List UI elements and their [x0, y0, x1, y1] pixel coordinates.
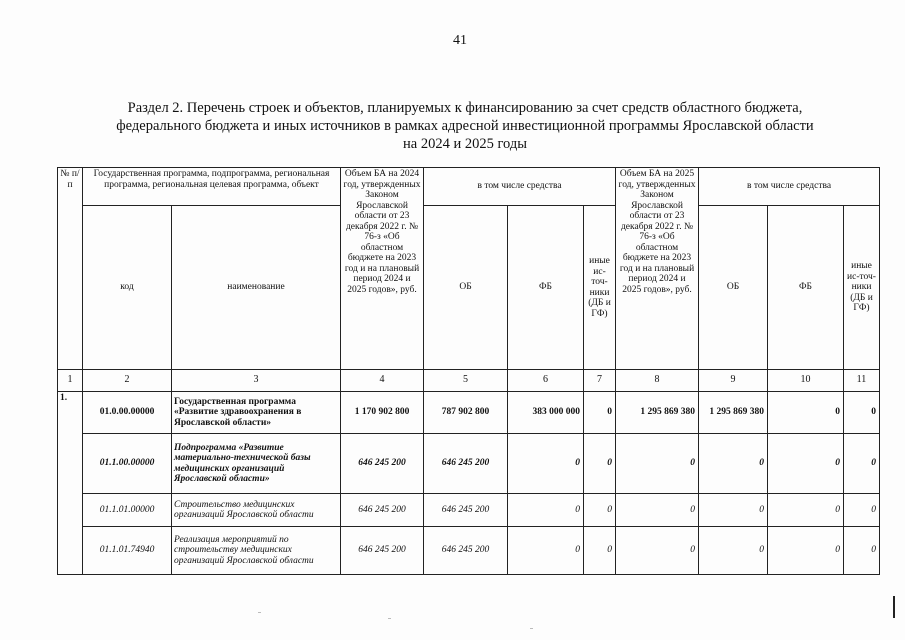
row-other-2025: 0 — [844, 434, 880, 494]
table-row — [58, 392, 880, 434]
row-volume-2024: 646 245 200 — [341, 494, 424, 527]
row-ob-2024: 646 245 200 — [424, 527, 508, 575]
header-volume-2025: Объем БА на 2025 год, утвержденных Законом Ярославской области от 23 декабря 2022 г. № 76-з «Об областном бюджете на 2023 год и на плановый период 2024 и 2025 годов», руб. — [616, 168, 699, 370]
row-fb-2024: 0 — [508, 494, 584, 527]
row-number: 1. — [58, 392, 83, 575]
page-number: 41 — [453, 33, 467, 48]
column-number: 8 — [616, 370, 699, 392]
row-volume-2025: 0 — [616, 494, 699, 527]
column-number: 10 — [768, 370, 844, 392]
row-volume-2024: 646 245 200 — [341, 434, 424, 494]
row-fb-2025: 0 — [768, 527, 844, 575]
row-other-2024: 0 — [584, 434, 616, 494]
row-ob-2025: 0 — [699, 527, 768, 575]
row-fb-2024: 383 000 000 — [508, 392, 584, 434]
title-line: Раздел 2. Перечень строек и объектов, планируемых к финансированию за счет средств областного бюджета, — [127, 100, 803, 116]
row-other-2024: 0 — [584, 392, 616, 434]
row-ob-2025: 0 — [699, 494, 768, 527]
row-ob-2024: 646 245 200 — [424, 494, 508, 527]
scan-edge-mark — [893, 596, 895, 618]
row-volume-2024: 646 245 200 — [341, 527, 424, 575]
table-row — [58, 527, 880, 575]
row-other-2025: 0 — [844, 392, 880, 434]
column-number: 9 — [699, 370, 768, 392]
row-fb-2024: 0 — [508, 527, 584, 575]
row-volume-2024: 1 170 902 800 — [341, 392, 424, 434]
header-incl-2025: в том числе средства — [699, 168, 880, 206]
header-ob-2025: ОБ — [699, 206, 768, 370]
header-program: Государственная программа, подпрограмма, региональная программа, региональная целевая программа, объект — [83, 168, 341, 206]
column-number: 4 — [341, 370, 424, 392]
title-line: на 2024 и 2025 годы — [403, 136, 527, 152]
row-ob-2024: 646 245 200 — [424, 434, 508, 494]
row-name: Государственная программа «Развитие здравоохранения в Ярославской области» — [172, 392, 341, 434]
row-fb-2025: 0 — [768, 494, 844, 527]
row-fb-2024: 0 — [508, 434, 584, 494]
column-number: 3 — [172, 370, 341, 392]
header-ob-2024: ОБ — [424, 206, 508, 370]
table-row — [58, 494, 880, 527]
row-other-2024: 0 — [584, 494, 616, 527]
table-row — [58, 434, 880, 494]
row-volume-2025: 0 — [616, 527, 699, 575]
column-number: 7 — [584, 370, 616, 392]
column-number: 6 — [508, 370, 584, 392]
row-code: 01.1.00.00000 — [83, 434, 172, 494]
column-number: 5 — [424, 370, 508, 392]
row-other-2025: 0 — [844, 494, 880, 527]
column-number: 2 — [83, 370, 172, 392]
title-line: федерального бюджета и иных источников в рамках адресной инвестиционной программы Ярославской области — [116, 118, 814, 134]
row-volume-2025: 0 — [616, 434, 699, 494]
row-name: Реализация мероприятий по строительству медицинских организаций Ярославской области — [172, 527, 341, 575]
row-fb-2025: 0 — [768, 434, 844, 494]
row-volume-2025: 1 295 869 380 — [616, 392, 699, 434]
header-other-2025: иные ис-точ-ники (ДБ и ГФ) — [844, 206, 880, 370]
budget-table — [57, 167, 880, 575]
header-code: код — [83, 206, 172, 370]
row-fb-2025: 0 — [768, 392, 844, 434]
scan-speck — [388, 618, 391, 619]
section-title — [80, 99, 850, 153]
header-num: № п/п — [58, 168, 83, 370]
row-code: 01.1.01.74940 — [83, 527, 172, 575]
row-other-2025: 0 — [844, 527, 880, 575]
row-name: Подпрограмма «Развитие материально-технической базы медицинских организаций Ярославской области» — [172, 434, 341, 494]
scan-speck — [530, 628, 533, 629]
row-name: Строительство медицинских организаций Ярославской области — [172, 494, 341, 527]
scan-speck — [258, 612, 261, 613]
column-number-row — [58, 370, 880, 392]
row-ob-2025: 1 295 869 380 — [699, 392, 768, 434]
row-code: 01.0.00.00000 — [83, 392, 172, 434]
row-ob-2025: 0 — [699, 434, 768, 494]
row-code: 01.1.01.00000 — [83, 494, 172, 527]
header-name: наименование — [172, 206, 341, 370]
header-fb-2025: ФБ — [768, 206, 844, 370]
header-fb-2024: ФБ — [508, 206, 584, 370]
column-number: 1 — [58, 370, 83, 392]
row-other-2024: 0 — [584, 527, 616, 575]
header-volume-2024: Объем БА на 2024 год, утвержденных Законом Ярославской области от 23 декабря 2022 г. № 76-з «Об областном бюджете на 2023 год и на плановый период 2024 и 2025 годов», руб. — [341, 168, 424, 370]
header-other-2024: иные ис-точ-ники (ДБ и ГФ) — [584, 206, 616, 370]
header-incl-2024: в том числе средства — [424, 168, 616, 206]
row-ob-2024: 787 902 800 — [424, 392, 508, 434]
column-number: 11 — [844, 370, 880, 392]
